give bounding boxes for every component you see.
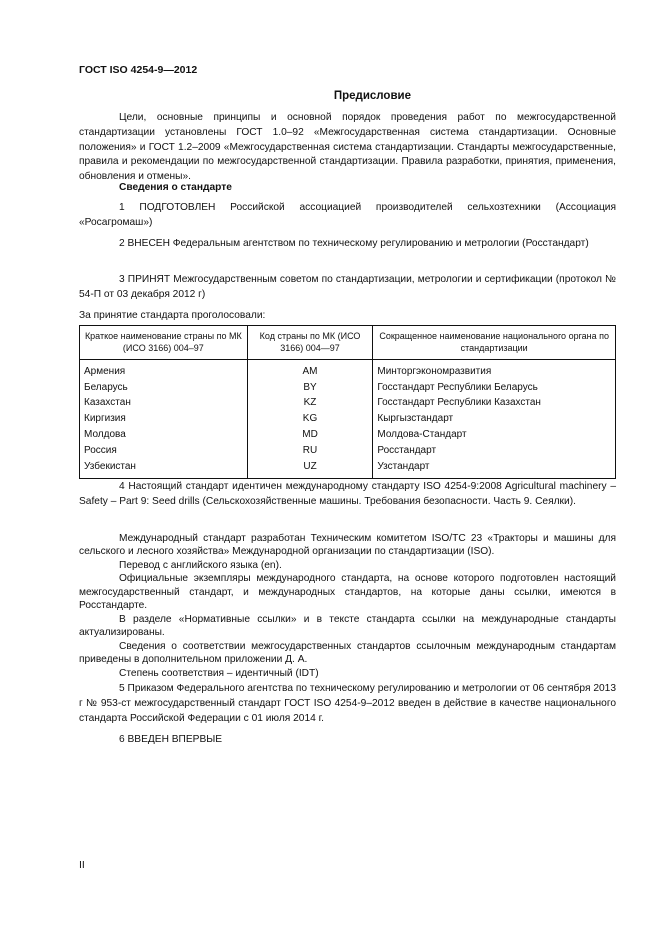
intro-paragraph: Цели, основные принципы и основной порядок проведения работ по межгосударственной стандартизации установлены ГОСТ 1.0–92 «Межгосударственная система стандартизации. Основные положения» и ГОСТ 1.2–2009 «Межгосударственная система стандартизации. Стандарты межгосударственные, правила и рекомендации по межгосударственной стандартизации. Правила разработки, принятия, применения, обновления и отмены».	[79, 112, 616, 183]
vote-caption-block	[79, 309, 616, 324]
org-cell: Молдова-Стандарт	[373, 427, 616, 443]
item-1-block	[79, 201, 616, 231]
vote-caption: За принятие стандарта проголосовали:	[79, 310, 266, 321]
country-cell: Армения	[80, 360, 248, 380]
header-org: Сокращенное наименование национального органа по стандартизации	[373, 326, 616, 360]
item-2-block	[79, 237, 616, 252]
country-cell: Молдова	[80, 427, 248, 443]
page-number: II	[79, 859, 85, 871]
table-row	[80, 411, 616, 427]
item-5-block	[79, 682, 616, 726]
code-cell: MD	[247, 427, 373, 443]
table-row	[80, 427, 616, 443]
table-row	[80, 443, 616, 459]
country-cell: Узбекистан	[80, 459, 248, 478]
item-1-prepared: 1 ПОДГОТОВЛЕН Российской ассоциацией производителей сельхозтехники (Ассоциация «Росагромаш»)	[79, 202, 616, 228]
country-cell: Россия	[80, 443, 248, 459]
translation-paragraph: Перевод с английского языка (en).	[119, 559, 282, 571]
item-6-block	[79, 733, 616, 748]
correspondence-paragraph: Сведения о соответствии межгосударственных стандартов ссылочным международным стандартам приведены в дополнительном приложении Д. А.	[79, 640, 616, 666]
code-cell: UZ	[247, 459, 373, 478]
standard-info-heading: Сведения о стандарте	[119, 182, 232, 193]
org-cell: Госстандарт Республики Казахстан	[373, 396, 616, 412]
table-row	[80, 380, 616, 396]
item-6-first-introduced: 6 ВВЕДЕН ВПЕРВЫЕ	[119, 734, 223, 745]
table-header-row	[80, 326, 616, 360]
country-cell: Киргизия	[80, 411, 248, 427]
org-cell: Росстандарт	[373, 443, 616, 459]
document-code-header: ГОСТ ISO 4254-9—2012	[79, 64, 198, 76]
header-code: Код страны по МК (ИСО 3166) 004—97	[247, 326, 373, 360]
item-4-identical: 4 Настоящий стандарт идентичен международному стандарту ISO 4254-9:2008 Agricultural machinery – Safety – Part 9: Seed drills (Сельскохозяйственные машины. Требования безопасности. Часть 9. Сеялки).	[79, 481, 616, 507]
code-cell: KZ	[247, 396, 373, 412]
code-cell: BY	[247, 380, 373, 396]
org-cell: Госстандарт Республики Беларусь	[373, 380, 616, 396]
item-3-adopted: 3 ПРИНЯТ Межгосударственным советом по стандартизации, метрологии и сертификации (протокол № 54-П от 03 декабря 2012 г)	[79, 274, 616, 300]
code-cell: RU	[247, 443, 373, 459]
item-4-block	[79, 480, 616, 510]
org-cell: Узстандарт	[373, 459, 616, 478]
item-5-order: 5 Приказом Федерального агентства по техническому регулированию и метрологии от 06 сентября 2013 г № 953-ст межгосударственный стандарт ГОСТ ISO 4254-9–2012 введен в действие в качестве национального стандарта Российской Федерации с 01 июля 2014 г.	[79, 683, 616, 724]
standard-info-heading-block	[79, 181, 616, 196]
international-standard-section	[79, 532, 616, 680]
code-cell: AM	[247, 360, 373, 380]
official-copies-paragraph: Официальные экземпляры международного стандарта, на основе которого подготовлен настоящий межгосударственный стандарт, и международных стандартов, на которые даны ссылки, имеются в Росстандарте.	[79, 573, 616, 612]
item-2-introduced: 2 ВНЕСЕН Федеральным агентством по техническому регулированию и метрологии (Росстандарт)	[119, 238, 589, 249]
header-country: Краткое наименование страны по МК (ИСО 3166) 004–97	[80, 326, 248, 360]
intro-section	[79, 111, 616, 185]
table-row	[80, 459, 616, 478]
country-cell: Казахстан	[80, 396, 248, 412]
country-cell: Беларусь	[80, 380, 248, 396]
code-cell: KG	[247, 411, 373, 427]
table-row	[80, 396, 616, 412]
references-updated-paragraph: В разделе «Нормативные ссылки» и в тексте стандарта ссылки на международные стандарты актуализированы.	[79, 613, 616, 639]
table-row	[80, 360, 616, 380]
item-3-block	[79, 273, 616, 303]
degree-of-correspondence: Степень соответствия – идентичный (IDT)	[119, 667, 319, 679]
org-cell: Минторгэкономразвития	[373, 360, 616, 380]
page-title: Предисловие	[333, 90, 411, 102]
voting-countries-table	[79, 325, 616, 479]
org-cell: Кыргызстандарт	[373, 411, 616, 427]
intl-developer-paragraph: Международный стандарт разработан Техническим комитетом ISO/TC 23 «Тракторы и машины для сельского и лесного хозяйства» Международной организации по стандартизации (ISO).	[79, 533, 616, 558]
